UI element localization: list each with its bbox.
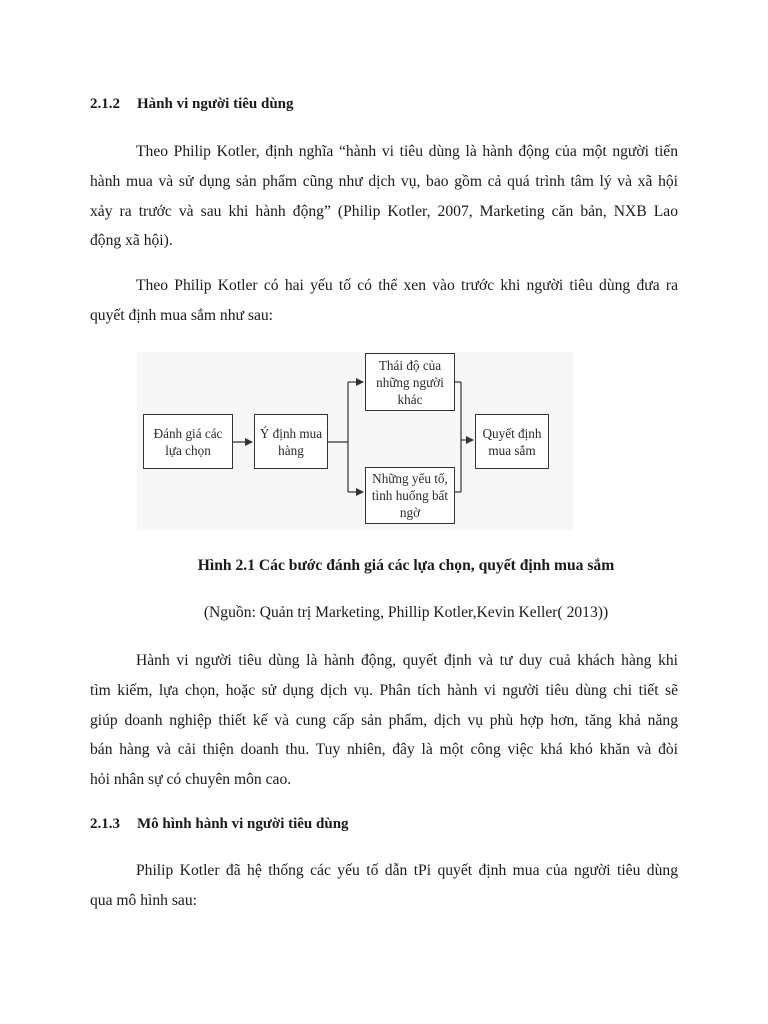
section-number: 2.1.3 (90, 816, 120, 832)
text-line: động xã hội). (90, 232, 173, 250)
text-line: Theo Philip Kotler có hai yếu tố có thể xen vào trước khi người tiêu dùng đưa ra (136, 277, 678, 294)
text-line: tìm kiếm, lựa chọn, hoặc sử dụng dịch vụ. Phân tích hành vi người tiêu dùng chi tiết sẽ (90, 681, 678, 699)
text-line: hỏi nhân sự có chuyên môn cao. (90, 771, 292, 789)
paragraph-consumer-behavior (90, 646, 678, 795)
section-title: Hành vi người tiêu dùng (137, 96, 294, 112)
paragraph-two-factors (90, 271, 678, 331)
figure-caption: Hình 2.1 Các bước đánh giá các lựa chọn, quyết định mua sắm (197, 557, 615, 574)
section-number: 2.1.2 (90, 96, 120, 112)
text-line: qua mô hình sau: (90, 891, 197, 909)
paragraph-kotler-definition (90, 137, 678, 256)
section-title: Mô hình hành vi người tiêu dùng (137, 816, 349, 832)
paragraph-behavior-model (90, 856, 678, 916)
text-line: giúp doanh nghiệp thiết kế và cung cấp sản phẩm, dịch vụ phù hợp hơn, tăng khả năng (90, 711, 678, 729)
box-unexpected-factors: Những yếu tố, tình huống bất ngờ (365, 467, 455, 524)
figure-source: (Nguồn: Quản trị Marketing, Phillip Kotler,Kevin Keller( 2013)) (203, 604, 609, 621)
text-line: bán hàng và cải thiện doanh thu. Tuy nhiên, đây là một công việc khá khó khăn và đòi (90, 741, 678, 759)
box-purchase-decision: Quyết định mua sắm (475, 414, 549, 469)
text-line: xảy ra trước và sau khi hành động” (Philip Kotler, 2007, Marketing căn bản, NXB Lao (90, 202, 678, 220)
section-heading-2-1-2 (90, 94, 294, 114)
box-attitudes-of-others: Thái độ của những người khác (365, 353, 455, 411)
section-heading-2-1-3 (90, 814, 349, 834)
box-purchase-intention: Ý định mua hàng (254, 414, 328, 469)
purchase-decision-diagram (137, 352, 573, 530)
text-line: Hành vi người tiêu dùng là hành động, quyết định và tư duy cuả khách hàng khi (136, 652, 678, 669)
text-line: quyết định mua sắm như sau: (90, 306, 273, 324)
text-line: hành mua và sử dụng sản phẩm cũng như dịch vụ, bao gồm cả quá trình tâm lý và xã hội (90, 172, 678, 190)
text-line: Philip Kotler đã hệ thống các yếu tố dẫn tPi quyết định mua của người tiêu dùng (136, 862, 678, 879)
text-line: Theo Philip Kotler, định nghĩa “hành vi tiêu dùng là hành động của một người tiến (136, 143, 678, 160)
box-evaluate-alternatives: Đánh giá các lựa chọn (143, 414, 233, 469)
